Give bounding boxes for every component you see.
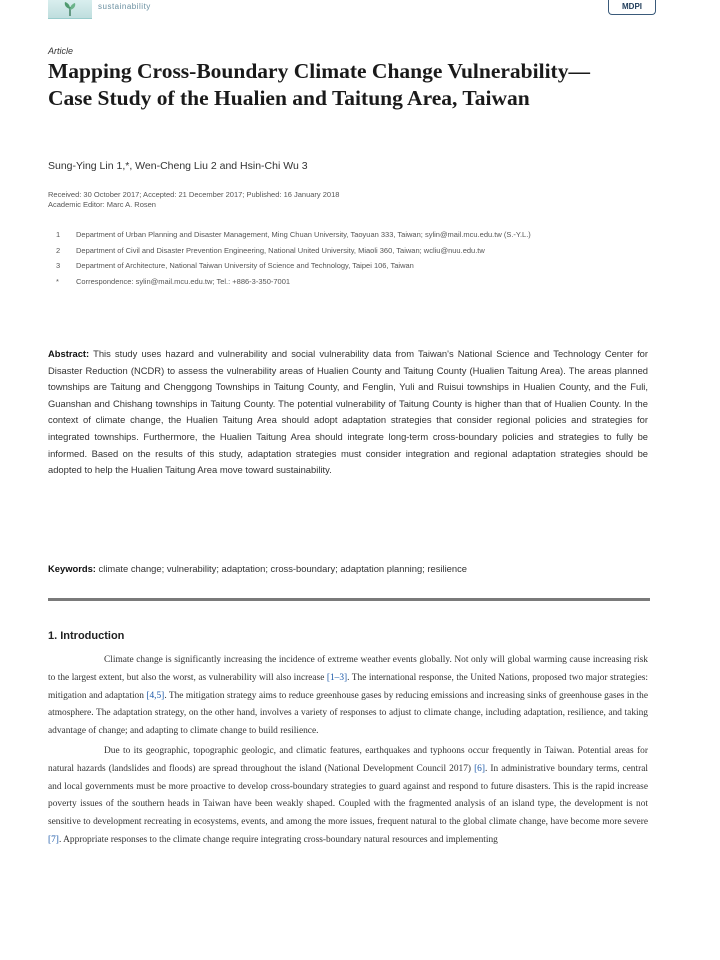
abstract (48, 346, 648, 479)
dates-line: Received: 30 October 2017; Accepted: 21 December 2017; Published: 16 January 2018 (48, 190, 340, 199)
publication-dates (48, 190, 648, 210)
affiliations-list (48, 230, 648, 292)
keywords-label: Keywords: (48, 563, 96, 574)
keywords-text: climate change; vulnerability; adaptation; cross-boundary; adaptation planning; resilience (98, 563, 468, 574)
affiliation-mark: 2 (56, 245, 61, 255)
paragraph (48, 652, 648, 741)
correspondence-item (48, 277, 648, 288)
paper-title: Mapping Cross-Boundary Climate Change Vulnerability—Case Study of the Hualien and Taitung Area, Taiwan (48, 59, 590, 110)
citation-link[interactable]: [7] (48, 834, 59, 845)
keywords (48, 562, 648, 576)
affiliation-mark: 3 (56, 261, 61, 270)
paragraph-text: . In administrative boundary terms, central and local governments must be more proactive to develop cross-boundary strategies to guard against and respond to future disasters. This is the rapid increase poverty issues of the southern heads in Taiwan have been weakly shaped. Coupled with the fragmented analysis of an island type, the development is not sensitive to development recreating in ecosystems, events, and among the more issues, frequent natural to the global climate change, have become more severe (48, 763, 648, 828)
affiliation-text[interactable]: Department of Urban Planning and Disaster Management, Ming Chuan University, Taoyuan 333, Taiwan; sylin@mail.mcu.edu.tw (S.-Y.L.) (76, 230, 531, 239)
journal-logo[interactable] (48, 0, 92, 19)
paragraph-text: . The mitigation strategy aims to reduce greenhouse gases by reducing emissions and increasing sinks of greenhouse gases in the atmosphere. The adaptation strategy, on the other hand, involves a variety of responses to adjust to climate change, including adaptation, resilience, and taking advantage of change; and adapting to climate change to build resilience. (48, 690, 648, 737)
author-list: Sung-Ying Lin 1,*, Wen-Cheng Liu 2 and Hsin-Chi Wu 3 (48, 160, 308, 172)
correspondence-text[interactable]: Correspondence: sylin@mail.mcu.edu.tw; Tel.: +886-3-350-7001 (76, 276, 291, 286)
publisher-logo[interactable]: MDPI (608, 0, 656, 15)
article-type: Article (48, 46, 74, 56)
section-divider (48, 598, 650, 601)
abstract-text: This study uses hazard and vulnerability and social vulnerability data from Taiwan's National Science and Technology Center for Disaster Reduction (NCDR) to assess the vulnerability areas of Hualien County and Taitung County (Hualien Taitung Area). The areas planned townships are Taitung and Chenggong Townships in Taitung County, and Fenglin, Yuli and Ruisui townships in Hualien County, and the Fuli, Guanshan and Chishang townships in Taitung County. The potential vulnerability of Taitung County is higher than that of Hualien County. In the context of climate change, the Hualien Taitung Area should adopt adaptation strategies that consider regional policies and strategies for integrated townships. Furthermore, the Hualien Taitung Area should integrate long-term cross-boundary policies and strategies to fully be informed. Based on the results of this study, adaptation strategies must consider integration and regional adaptation strategies should be adopted to help the Hualien Taitung Area move toward sustainability. (48, 348, 649, 476)
body-text (48, 652, 648, 852)
affiliation-item (48, 246, 648, 257)
citation-link[interactable]: [4,5] (146, 690, 165, 701)
abstract-label: Abstract: (48, 348, 90, 359)
affiliation-text: Department of Architecture, National Taiwan University of Science and Technology, Taipei 106, Taiwan (76, 261, 414, 270)
affiliation-mark: 1 (56, 230, 61, 239)
citation-link[interactable]: [6] (474, 763, 485, 774)
leaf-icon (62, 1, 78, 17)
paragraph-text: Climate change is significantly increasing the incidence of extreme weather events globally. Not only will global warming cause increasing risk to the largest extent, but also the worst, as vulnerability will also increase (48, 655, 648, 683)
paragraph-text: . The international response, the United Nations, proposed two major strategies: mitigation and adaptation (48, 672, 648, 701)
journal-name: sustainability (98, 2, 151, 11)
affiliation-text[interactable]: Department of Civil and Disaster Prevention Engineering, National United University, Miaoli 360, Taiwan; wcliu@nuu.edu.tw (76, 245, 485, 255)
citation-link[interactable]: [1–3] (326, 672, 348, 683)
paragraph-text: . Appropriate responses to the climate change require integrating cross-boundary natural resources and implementing (58, 834, 498, 845)
paragraph-text: Due to its geographic, topographic geologic, and climatic features, earthquakes and typhoons occur frequently in Taiwan. Potential areas for natural hazards (landslides and floods) are spread throughout the island (National Development Council 2017) (48, 745, 648, 774)
affiliation-item (48, 230, 648, 241)
journal-header (0, 0, 720, 24)
academic-editor: Academic Editor: Marc A. Rosen (48, 200, 156, 209)
section-heading: 1. Introduction (48, 630, 125, 642)
affiliation-item (48, 261, 648, 272)
paragraph (48, 743, 648, 850)
affiliation-mark: * (56, 276, 59, 286)
